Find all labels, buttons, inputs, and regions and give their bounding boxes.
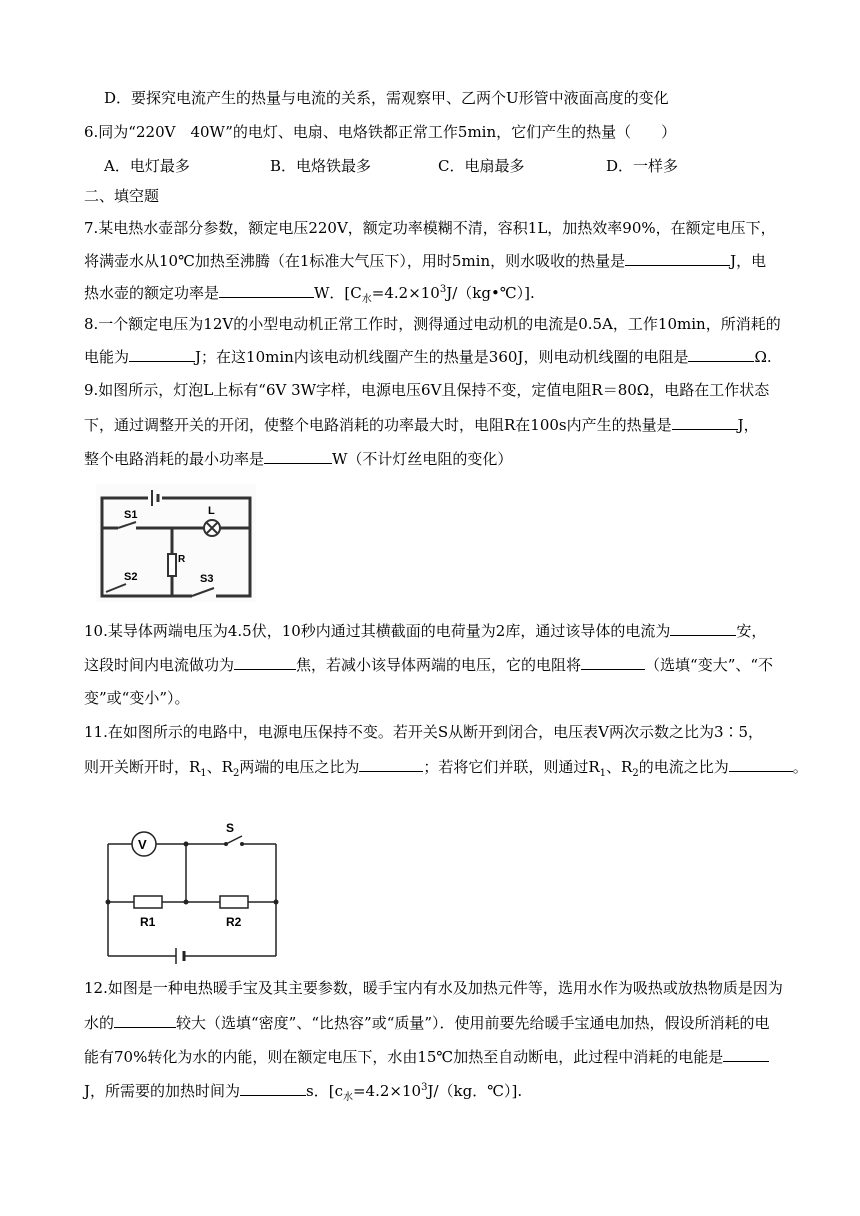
q11-subscript: 2 xyxy=(632,768,639,779)
q8-text: 电能为 xyxy=(84,348,130,366)
q7-text: 热水壶的额定功率是 xyxy=(84,284,220,302)
q11-text: 的电流之比为 xyxy=(638,758,729,776)
q9-blank-min-power[interactable] xyxy=(264,448,332,464)
q12-line2 xyxy=(84,1012,770,1033)
q11-text: 、R xyxy=(606,758,633,776)
q7-text: 将满壶水从10℃加热至沸腾（在1标准大气压下），用时5min，则水吸收的热量是 xyxy=(84,252,626,270)
q12-text: 能有70%转化为水的内能，则在额定电压下，水由15℃加热至自动断电，此过程中消耗的电能是 xyxy=(84,1048,724,1066)
q7-line1: 7.某电热水壶部分参数，额定电压220V，额定功率模糊不清，容积1L，加热效率90%，在额定电压下， xyxy=(84,219,776,237)
q12-line4 xyxy=(84,1080,522,1101)
label-r: R xyxy=(178,554,186,565)
q8-line2 xyxy=(84,346,772,367)
q7-blank-heat[interactable] xyxy=(625,250,730,266)
q11-text: 则开关断开时，R xyxy=(84,758,201,776)
q10-text: 10.某导体两端电压为4.5伏，10秒内通过其横截面的电荷量为2库，通过该导体的电流为 xyxy=(84,622,671,640)
q9-blank-heat[interactable] xyxy=(672,414,738,430)
q7-subscript: 水 xyxy=(361,294,372,305)
q7-text: J/（kg•℃）]. xyxy=(446,284,535,302)
q12-superscript: 3 xyxy=(421,1082,428,1093)
q11-blank-current-ratio[interactable] xyxy=(729,756,793,772)
q12-line1: 12.如图是一种电热暖手宝及其主要参数，暖手宝内有水及加热元件等，选用水作为吸热或放热物质是因为 xyxy=(84,979,783,997)
q12-text: s．[c xyxy=(306,1082,343,1100)
q7-line3 xyxy=(84,282,535,303)
label-l: L xyxy=(208,505,215,517)
q9-text: 整个电路消耗的最小功率是 xyxy=(84,450,265,468)
q12-text: J，所需要的加热时间为 xyxy=(84,1082,241,1100)
q12-text: 较大（选填“密度”、“比热容”或“质量”）．使用前要先给暖手宝通电加热，假设所消耗的电 xyxy=(176,1014,770,1032)
q11-blank-voltage-ratio[interactable] xyxy=(359,756,423,772)
q10-line3: 变”或“变小”）。 xyxy=(84,689,190,707)
label-s2: S2 xyxy=(124,571,138,583)
q12-text: 水的 xyxy=(84,1014,115,1032)
q7-text: J，电 xyxy=(730,252,767,270)
q10-line1 xyxy=(84,620,766,641)
q10-text: 安， xyxy=(736,622,767,640)
q8-text: Ω. xyxy=(754,348,772,366)
q12-text: =4.2×10 xyxy=(352,1082,422,1100)
q6-stem: 6.同为“220V 40W”的电灯、电扇、电烙铁都正常工作5min，它们产生的热量（ ） xyxy=(84,123,677,141)
q9-line2 xyxy=(84,414,759,435)
q9-text: 下，通过调整开关的开闭，使整个电路消耗的功率最大时，电阻R在100s内产生的热量是 xyxy=(84,416,672,434)
q9-line3 xyxy=(84,448,512,469)
q6-option-d: D．一样多 xyxy=(606,157,679,175)
q12-blank-property[interactable] xyxy=(114,1012,176,1028)
q11-text: 。 xyxy=(792,758,808,776)
label-switch: S xyxy=(226,821,235,835)
q10-blank-work[interactable] xyxy=(234,654,296,670)
q12-blank-energy[interactable] xyxy=(723,1046,769,1062)
q8-blank-resistance[interactable] xyxy=(688,346,754,362)
q6-option-c: C．电扇最多 xyxy=(438,157,525,175)
q5-option-d: D．要探究电流产生的热量与电流的关系，需观察甲、乙两个U形管中液面高度的变化 xyxy=(104,89,669,107)
q12-text: J/（kg．℃）]. xyxy=(427,1082,523,1100)
q10-text: （选填“变大”、“不 xyxy=(645,656,774,674)
q11-subscript: 2 xyxy=(232,768,240,779)
label-r1: R1 xyxy=(140,915,156,929)
section-title: 二、填空题 xyxy=(84,187,160,205)
q9-text: W（不计灯丝电阻的变化） xyxy=(332,450,513,468)
q11-text: 、R xyxy=(206,758,233,776)
q9-line1: 9.如图所示，灯泡L上标有“6V 3W字样，电源电压6V且保持不变，定值电阻R＝80Ω，电路在工作状态 xyxy=(84,381,770,399)
label-voltmeter: V xyxy=(138,837,147,852)
q8-line1: 8.一个额定电压为12V的小型电动机正常工作时，测得通过电动机的电流是0.5A，工作10min，所消耗的 xyxy=(84,315,781,333)
q8-text: J；在这10min内该电动机线圈产生的热量是360J，则电动机线圈的电阻是 xyxy=(195,348,689,366)
label-s1: S1 xyxy=(124,509,138,521)
q11-line2 xyxy=(84,756,808,777)
q10-blank-current[interactable] xyxy=(670,620,736,636)
q10-text: 焦，若减小该导体两端的电压，它的电阻将 xyxy=(296,656,582,674)
q6-option-a: A．电灯最多 xyxy=(104,157,190,175)
q12-subscript: 水 xyxy=(342,1092,353,1103)
q11-subscript: 1 xyxy=(599,768,607,779)
q7-blank-power[interactable] xyxy=(219,282,314,298)
q11-text: ；若将它们并联，则通过R xyxy=(423,758,600,776)
q10-blank-resistance[interactable] xyxy=(581,654,645,670)
q7-text: W．[C xyxy=(314,284,362,302)
q12-line3 xyxy=(84,1046,769,1067)
q11-line1: 11.在如图所示的电路中，电源电压保持不变。若开关S从断开到闭合，电压表V两次示数之比为3∶5， xyxy=(84,723,764,741)
q7-line2 xyxy=(84,250,766,271)
label-s3: S3 xyxy=(200,573,214,585)
q7-text: =4.2×10 xyxy=(371,284,440,302)
label-r2: R2 xyxy=(226,915,242,929)
q10-text: 这段时间内电流做功为 xyxy=(84,656,235,674)
q12-blank-time[interactable] xyxy=(240,1080,306,1096)
q7-superscript: 3 xyxy=(439,284,447,295)
q9-text: J， xyxy=(737,416,759,434)
q6-option-b: B．电烙铁最多 xyxy=(270,157,372,175)
q8-blank-energy[interactable] xyxy=(129,346,195,362)
q11-text: 两端的电压之比为 xyxy=(239,758,360,776)
q10-line2 xyxy=(84,654,773,675)
q11-subscript: 1 xyxy=(200,768,207,779)
q9-circuit-diagram xyxy=(96,484,256,602)
q11-circuit-diagram xyxy=(100,818,285,966)
